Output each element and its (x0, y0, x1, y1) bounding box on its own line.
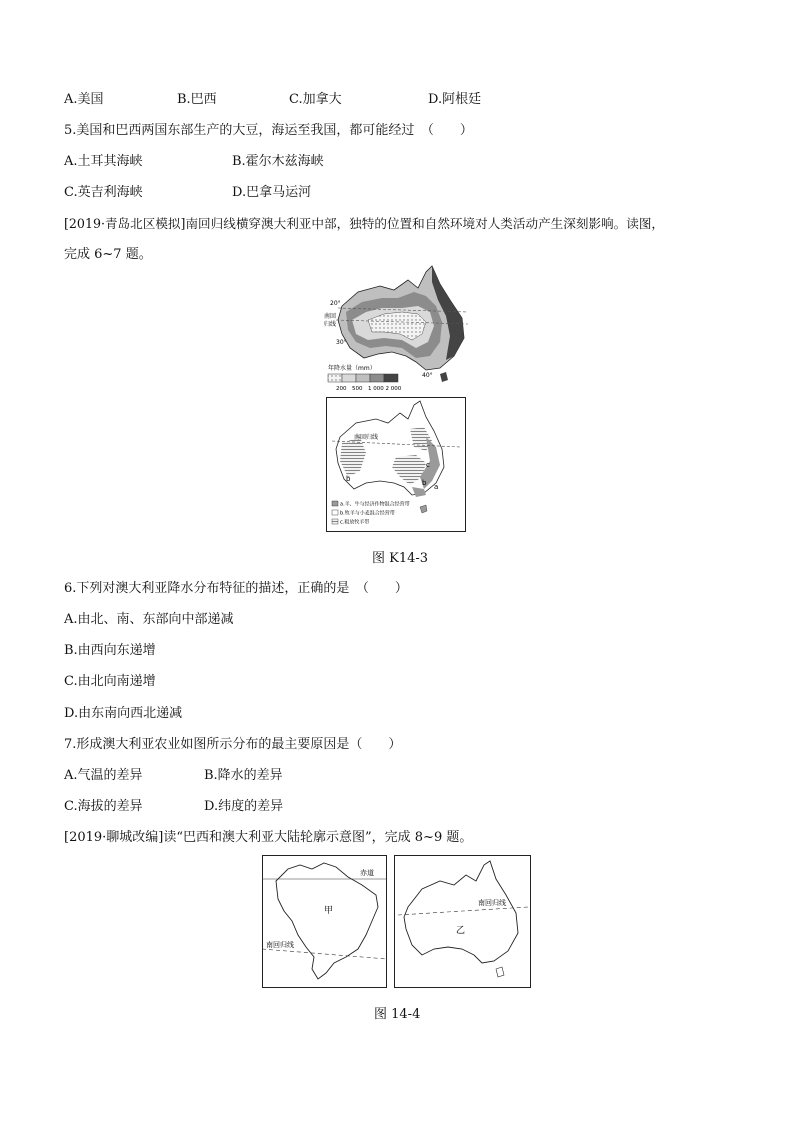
lat-20-label: 20° (330, 300, 341, 307)
region-yi-label: 乙 (456, 926, 466, 936)
figure-caption-k14-3: 图 K14-3 (372, 551, 429, 566)
legend-swatch-2 (342, 374, 356, 382)
precipitation-map (322, 262, 472, 394)
lat-40-label: 40° (422, 372, 433, 379)
agriculture-map (326, 397, 466, 532)
q4-option-c: C.加拿大 (289, 92, 342, 107)
tropic-label-2: 归线 (324, 321, 337, 328)
legend-title: 年降水量（mm） (328, 365, 376, 372)
q4-option-a: A.美国 (64, 92, 104, 107)
q7-option-b: B.降水的差异 (204, 768, 283, 783)
q6-option-d: D.由东南向西北递减 (64, 706, 183, 721)
q7-option-c: C.海拔的差异 (64, 799, 143, 814)
brazil-outline-map (262, 855, 387, 988)
q5-option-d: D.巴拿马运河 (232, 185, 312, 200)
lat-30-label: 30° (336, 339, 347, 346)
intro-text-1: [2019·青岛北区模拟]南回归线横穿澳大利亚中部，独特的位置和自然环境对人类活动产生深刻影响。读图， (64, 216, 665, 231)
region-jia-label: 甲 (324, 906, 334, 916)
tropic-label-brazil: 南回归线 (266, 941, 294, 949)
q6-option-a: A.由北、南、东部向中部递减 (64, 612, 234, 627)
figure-caption-14-4: 图 14-4 (374, 1007, 421, 1022)
q7-option-d: D.纬度的差异 (204, 799, 284, 814)
q7-stem: 7.形成澳大利亚农业如图所示分布的最主要原因是（ ） (64, 737, 402, 752)
intro-text-3: [2019·聊城改编]读“巴西和澳大利亚大陆轮廓示意图”，完成 8~9 题。 (64, 830, 473, 845)
australia-outline-map (394, 855, 531, 988)
legend-swatch-1 (328, 374, 342, 382)
tropic-label: 南回归线 (354, 434, 379, 441)
legend-swatch-3 (356, 374, 370, 382)
q6-option-c: C.由北向南递增 (64, 674, 156, 689)
q7-option-a: A.气温的差异 (64, 768, 143, 783)
equator-label: 赤道 (360, 869, 374, 877)
q6-stem: 6.下列对澳大利亚降水分布特征的描述，正确的是 （ ） (64, 581, 408, 596)
legend-swatch-b (332, 510, 338, 515)
legend-a: a.羊、牛与经济作物混合经营带 (340, 501, 410, 508)
label-a: a (434, 483, 439, 491)
q5-stem: 5.美国和巴西两国东部生产的大豆，海运至我国，都可能经过 （ ） (64, 123, 473, 138)
q5-option-c: C.英吉利海峡 (64, 185, 143, 200)
legend-swatch-4 (370, 374, 384, 382)
tropic-label-1: 南回 (324, 313, 337, 320)
tropic-label-australia: 南回归线 (478, 899, 506, 907)
label-b-west: b (346, 475, 351, 483)
label-b-east: b (422, 479, 427, 487)
q5-option-b: B.霍尔木兹海峡 (232, 154, 324, 169)
q5-option-a: A.土耳其海峡 (64, 154, 143, 169)
legend-swatch-c (332, 519, 338, 524)
intro-text-2: 完成 6~7 题。 (64, 247, 152, 262)
label-c: c (426, 461, 430, 469)
legend-swatch-5 (384, 374, 398, 382)
legend-c: c.粗放牧羊带 (340, 519, 370, 526)
legend-b: b.牧羊与小麦混合经营带 (340, 510, 395, 517)
q6-option-b: B.由西向东递增 (64, 643, 156, 658)
legend-values: 200 500 1 000 2 000 (336, 386, 402, 392)
legend-swatch-a (332, 501, 338, 506)
q4-option-b: B.巴西 (177, 92, 217, 107)
q4-option-d: D.阿根廷 (428, 92, 482, 107)
